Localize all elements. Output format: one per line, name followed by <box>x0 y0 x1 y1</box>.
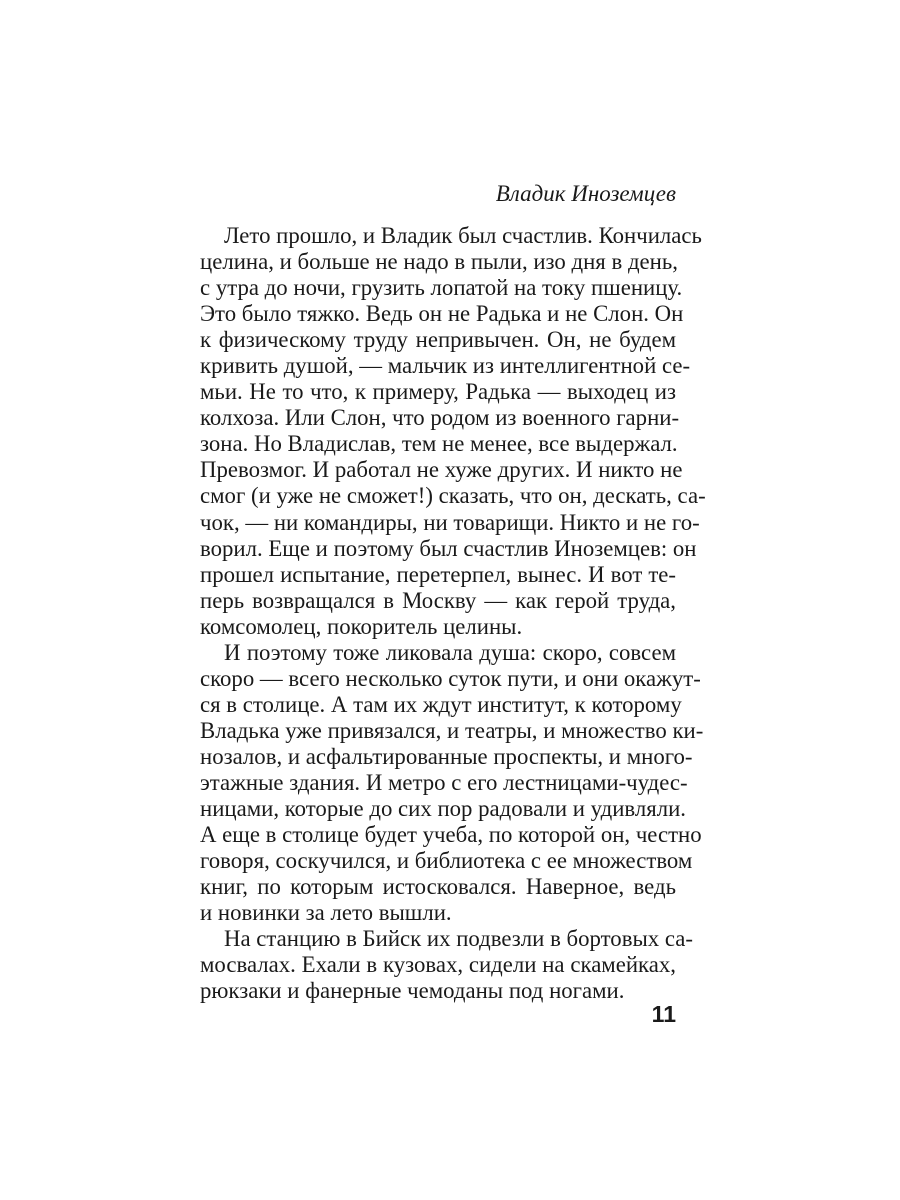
text-line: с утра до ночи, грузить лопатой на току пшеницу. <box>200 275 683 301</box>
text-line: чок, — ни командиры, ни товарищи. Никто и не го- <box>200 509 700 535</box>
text-line: говоря, соскучился, и библиотека с ее множеством <box>200 848 693 874</box>
text-line: Это было тяжко. Ведь он не Радька и не Слон. Он <box>200 301 684 327</box>
text-line: и новинки за лето вышли. <box>200 900 452 926</box>
running-head: Владик Иноземцев <box>495 181 676 206</box>
text-line: Лето прошло, и Владик был счастлив. Кончилась <box>224 223 702 248</box>
text-line: книг, по которым истосковался. Наверное, ведь <box>200 874 676 900</box>
text-line: перь возвращался в Москву — как герой труда, <box>200 587 676 613</box>
text-line: А еще в столице будет учеба, по которой он, честно <box>200 822 702 848</box>
text-line: нозалов, и асфальтированные проспекты, и много- <box>200 743 693 769</box>
text-line: колхоза. Или Слон, что родом из военного гарни- <box>200 405 680 431</box>
text-line: прошел испытание, перетерпел, вынес. И вот те- <box>200 561 676 587</box>
text-line: Превозмог. И работал не хуже других. И никто не <box>200 457 683 483</box>
text-line: комсомолец, покоритель целины. <box>200 613 523 639</box>
text-line: ницами, которые до сих пор радовали и удивляли. <box>200 796 686 822</box>
text-line: зона. Но Владислав, тем не менее, все выдержал. <box>200 431 678 457</box>
text-line: этажные здания. И метро с его лестницами-чудес- <box>200 769 688 795</box>
text-line: целина, и больше не надо в пыли, изо дня в день, <box>200 249 678 275</box>
text-line: И поэтому тоже ликовала душа: скоро, совсем <box>224 639 676 665</box>
text-line: кривить душой, — мальчик из интеллигентной се- <box>200 353 691 379</box>
text-line: скоро — всего несколько суток пути, и они окажут- <box>200 665 701 691</box>
book-page <box>200 0 706 1200</box>
text-line: На станцию в Бийск их подвезли в бортовых са- <box>224 926 693 952</box>
body-text <box>200 223 706 1004</box>
text-line: рюкзаки и фанерные чемоданы под ногами. <box>200 978 625 1004</box>
text-line: к физическому труду непривычен. Он, не будем <box>200 327 676 353</box>
text-line: ворил. Еще и поэтому был счастлив Иноземцев: он <box>200 535 697 561</box>
text-line: Владька уже привязался, и театры, и множество ки- <box>200 717 704 743</box>
page-number: 11 <box>651 1001 676 1027</box>
text-line: мосвалах. Ехали в кузовах, сидели на скамейках, <box>200 952 676 978</box>
text-line: мьи. Не то что, к примеру, Радька — выходец из <box>200 379 676 405</box>
text-line: ся в столице. А там их ждут институт, к которому <box>200 691 682 717</box>
text-line: смог (и уже не сможет!) сказать, что он, дескать, са- <box>200 483 706 509</box>
